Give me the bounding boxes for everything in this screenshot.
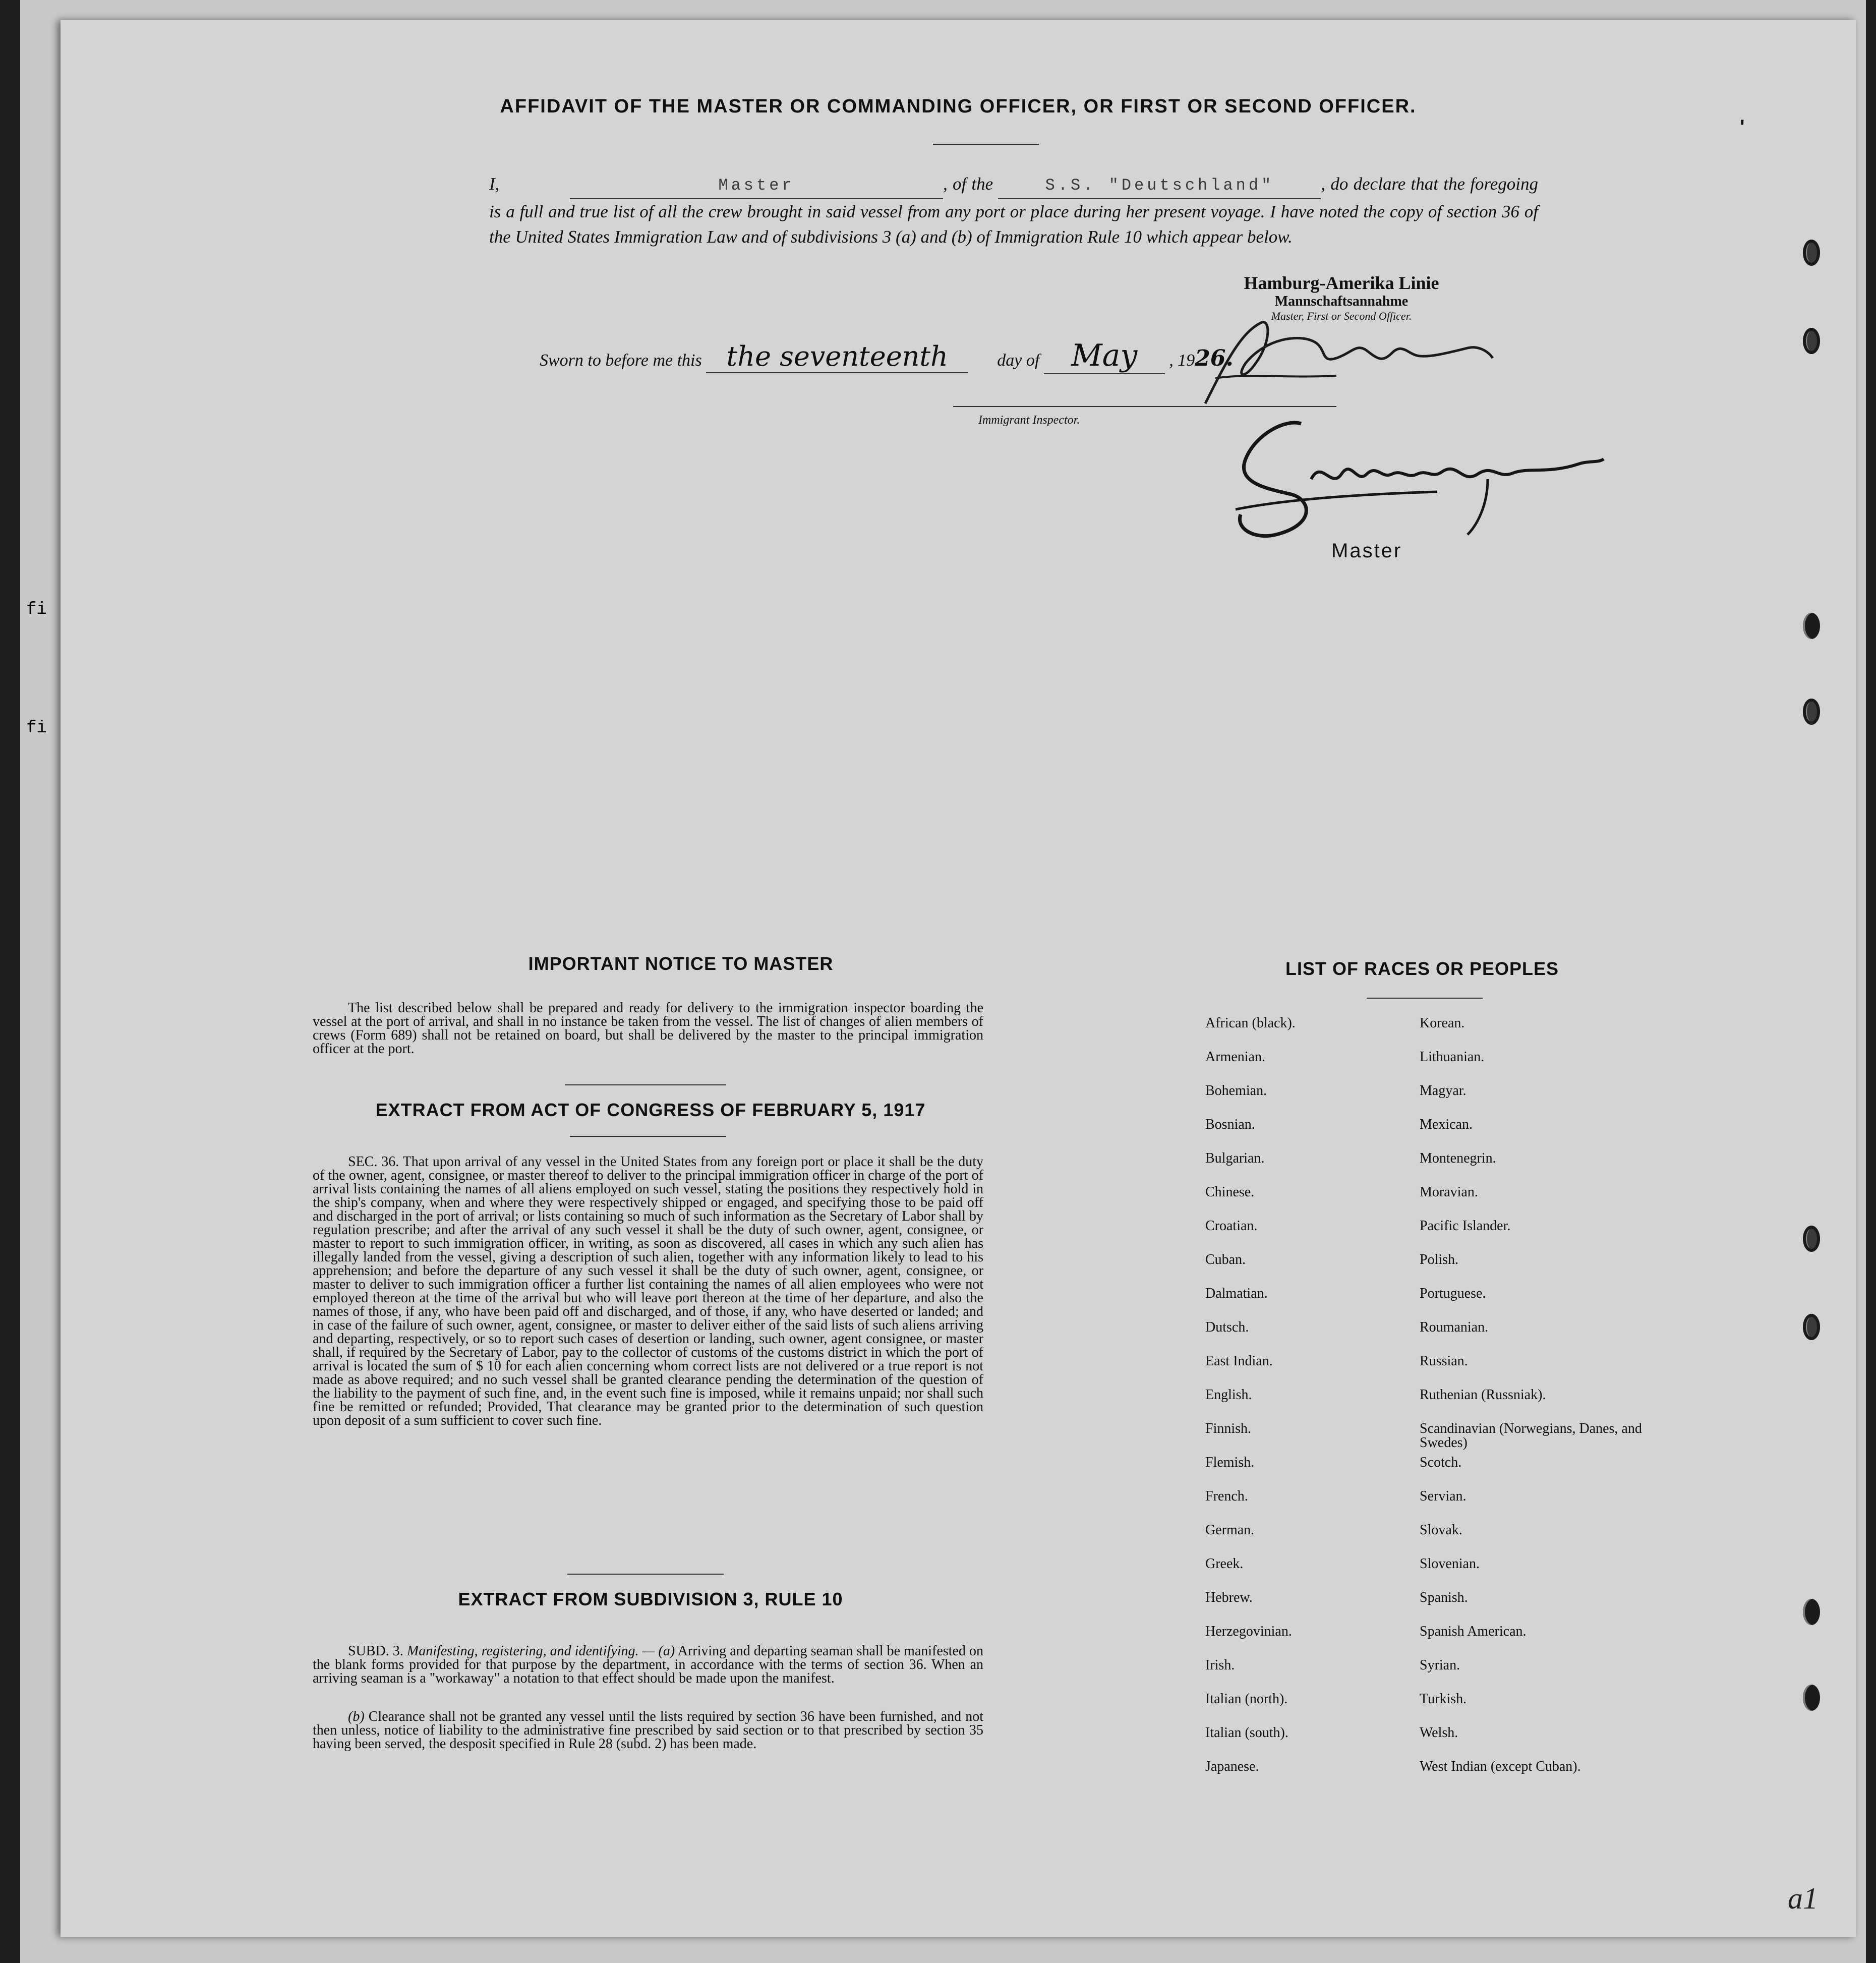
vessel-name: S.S. "Deutschland"	[1045, 176, 1274, 195]
rule-para-b	[313, 1710, 983, 1751]
race-item: English.	[1205, 1387, 1252, 1403]
notice-divider	[565, 1084, 726, 1085]
rule-para-a-lead: SUBD. 3.	[348, 1643, 403, 1659]
race-item: Montenegrin.	[1420, 1150, 1496, 1166]
race-item: Italian (south).	[1205, 1725, 1288, 1741]
master-label: Master	[1331, 540, 1402, 562]
race-item: Lithuanian.	[1420, 1049, 1485, 1065]
rule-divider	[567, 1574, 724, 1575]
title-divider	[933, 144, 1039, 145]
race-item: Chinese.	[1205, 1184, 1255, 1200]
race-item: Mexican.	[1420, 1117, 1473, 1132]
race-item: Magyar.	[1420, 1083, 1467, 1099]
officer-signature	[1185, 303, 1498, 414]
race-item: Spanish.	[1420, 1590, 1468, 1605]
race-item: Russian.	[1420, 1353, 1468, 1369]
race-item: African (black).	[1205, 1015, 1296, 1031]
punch-hole	[1803, 240, 1820, 266]
punch-hole	[1803, 613, 1820, 639]
declaration-body: that the foregoing is a full and true list of all the crew brought in said vessel from any port or place during her present voyage. I have noted the copy of section 36 of the United States Immigration Law and of subdivisions 3 (a) and (b) of Immigration Rule 10 which appear below.	[489, 174, 1539, 247]
race-item: West Indian (except Cuban).	[1420, 1759, 1581, 1774]
race-item: Bulgarian.	[1205, 1150, 1265, 1166]
race-item: Servian.	[1420, 1488, 1467, 1504]
affidavit-sheet	[61, 20, 1856, 1937]
race-item: Flemish.	[1205, 1455, 1255, 1470]
company-name: Hamburg-Amerika Linie	[1244, 273, 1439, 293]
race-item: French.	[1205, 1488, 1248, 1504]
race-item: Hebrew.	[1205, 1590, 1253, 1605]
race-item: Dalmatian.	[1205, 1286, 1268, 1301]
races-title: LIST OF RACES OR PEOPLES	[1285, 958, 1559, 979]
sworn-day: the seventeenth	[706, 340, 968, 373]
rule-extract-title: EXTRACT FROM SUBDIVISION 3, RULE 10	[458, 1589, 843, 1609]
officer-caption: Master, First or Second Officer.	[1271, 310, 1412, 322]
company-department: Mannschaftsannahme	[1274, 294, 1409, 309]
declaration-lead: I,	[489, 174, 500, 194]
punch-hole	[1803, 1599, 1820, 1625]
page-number: a1	[1788, 1882, 1818, 1915]
race-item: Croatian.	[1205, 1218, 1258, 1234]
race-item: Cuban.	[1205, 1252, 1246, 1267]
rule-para-b-text: Clearance shall not be granted any vessel until the lists required by section 36 have been furnished, and not then unless, notice of liability to the administrative fine prescribed by said section or to that prescribed by section 35 having been served, the desposit specified in Rule 28 (subd. 2) has been made.	[313, 1709, 984, 1752]
notice-text: The list described below shall be prepared and ready for delivery to the immigration inspector boarding the vessel at the port of arrival, and shall in no instance be taken from the vessel. The list of changes of alien members of crews (Form 689) shall not be retained on board, but shall be delivered by the master to the principal immigration officer at the port.	[313, 1000, 983, 1057]
race-item: Turkish.	[1420, 1691, 1467, 1707]
race-item: Scandinavian (Norwegians, Danes, and Swedes)	[1420, 1421, 1642, 1451]
race-item: Dutsch.	[1205, 1319, 1249, 1335]
race-item: East Indian.	[1205, 1353, 1273, 1369]
race-item: German.	[1205, 1522, 1255, 1538]
affidavit-title: AFFIDAVIT OF THE MASTER OR COMMANDING OFFICER, OR FIRST OR SECOND OFFICER.	[500, 96, 1417, 117]
day-of-label: day of	[997, 351, 1040, 370]
race-item: Scotch.	[1420, 1455, 1462, 1470]
left-margin-fragment: fi	[26, 600, 47, 619]
punch-hole	[1803, 328, 1820, 354]
race-item: Japanese.	[1205, 1759, 1259, 1774]
do-declare-label: , do declare	[1321, 174, 1406, 194]
race-item: Moravian.	[1420, 1184, 1478, 1200]
race-item: Armenian.	[1205, 1049, 1265, 1065]
sworn-prefix: Sworn to before me this	[540, 351, 702, 370]
race-item: Finnish.	[1205, 1421, 1252, 1436]
race-item: Pacific Islander.	[1420, 1218, 1511, 1234]
race-item: Polish.	[1420, 1252, 1459, 1267]
race-item: Irish.	[1205, 1657, 1235, 1673]
race-item: Portuguese.	[1420, 1286, 1486, 1301]
sworn-month: May	[1044, 338, 1165, 374]
year-prefix: , 19	[1169, 351, 1195, 370]
race-item: Ruthenian (Russniak).	[1420, 1387, 1546, 1403]
races-divider	[1367, 998, 1483, 999]
punch-hole	[1803, 1314, 1820, 1340]
race-item: Roumanian.	[1420, 1319, 1489, 1335]
race-item: Slovak.	[1420, 1522, 1462, 1538]
notice-title: IMPORTANT NOTICE TO MASTER	[528, 953, 834, 974]
race-item: Welsh.	[1420, 1725, 1458, 1741]
race-item: Slovenian.	[1420, 1556, 1480, 1572]
race-item: Herzegovinian.	[1205, 1624, 1292, 1639]
act-extract-title: EXTRACT FROM ACT OF CONGRESS OF FEBRUARY 5, 1917	[375, 1100, 926, 1120]
punch-hole	[1803, 1226, 1820, 1252]
race-item: Korean.	[1420, 1015, 1465, 1031]
act-extract-text: SEC. 36. That upon arrival of any vessel in the United States from any foreign port or place it shall be the duty of the owner, agent, consignee, or master thereof to deliver to the principal immigration officer in charge of the port of arrival lists containing the names of all aliens employed on such vessel, stating the positions they respectively hold in the ship's company, when and where they were respectively shipped or engaged, and specifying those to be paid off and discharged in the port of arrival; or lists containing so much of such information as the Secretary of Labor shall by regulation prescribe; and after the arrival of any such vessel it shall be the duty of such owner, agent, consignee, or master to report to such immigration officer, in writing, as soon as discovered, all cases in which any such alien has illegally landed from the vessel, giving a description of such alien, together with any information likely to lead to his apprehension; and before the departure of any such vessel it shall be the duty of such owner, agent, consignee, or master to deliver to such immigration officer a further list containing the names of all alien employees who were not employed thereon at the time of the arrival but who will leave port thereon at the time of her departure, and also the names of those, if any, who have been paid off and discharged, and of those, if any, who have deserted or landed; and in case of the failure of such owner, agent, consignee, or master to deliver either of the said lists of such aliens arriving and departing, respectively, or so to report such cases of desertion or landing, such owner, agent consignee, or master shall, if required by the Secretary of Labor, pay to the collector of customs of the customs district in which the port of arrival is located the sum of $ 10 for each alien concerning whom correct lists are not delivered or a true report is not made as above required; and no such vessel shall be granted clearance pending the determination of the question of the liability to the payment of such fine, and, in the event such fine is imposed, while it remains unpaid; nor shall such fine be remitted or refunded; Provided, That clearance may be granted prior to the determination of such question upon deposit of a sum sufficient to cover such fine.	[313, 1154, 983, 1428]
vessel-field	[998, 171, 1321, 199]
race-item: Spanish American.	[1420, 1624, 1527, 1639]
sworn-row	[540, 338, 1234, 374]
race-item: Syrian.	[1420, 1657, 1460, 1673]
declaration-paragraph	[489, 171, 1538, 250]
master-signature	[1225, 403, 1609, 550]
rank-field	[570, 171, 943, 199]
rule-para-a-heading: Manifesting, registering, and identifying. — (a)	[406, 1643, 675, 1659]
race-item: Italian (north).	[1205, 1691, 1288, 1707]
left-margin-fragment: fi	[26, 719, 47, 738]
act-divider	[570, 1136, 726, 1137]
punch-hole	[1803, 699, 1820, 725]
inspector-caption: Immigrant Inspector.	[978, 414, 1080, 427]
of-the-label: , of the	[943, 174, 993, 194]
punch-hole	[1803, 1685, 1820, 1711]
rule-para-a	[313, 1644, 983, 1685]
race-item: Bohemian.	[1205, 1083, 1267, 1099]
race-item: Bosnian.	[1205, 1117, 1255, 1132]
rank-value: Master	[718, 176, 795, 195]
sworn-year: 26.	[1195, 345, 1234, 371]
corner-mark: '	[1740, 116, 1745, 138]
rule-para-a-text: Arriving and departing seaman shall be manifested on the blank forms provided for that purpose by the department, in accordance with the terms of section 36. When an arriving seaman is a "workaway" a notation to that effect should be made upon the manifest.	[313, 1643, 984, 1686]
race-item: Greek.	[1205, 1556, 1244, 1572]
rule-para-b-heading: (b)	[348, 1709, 365, 1724]
